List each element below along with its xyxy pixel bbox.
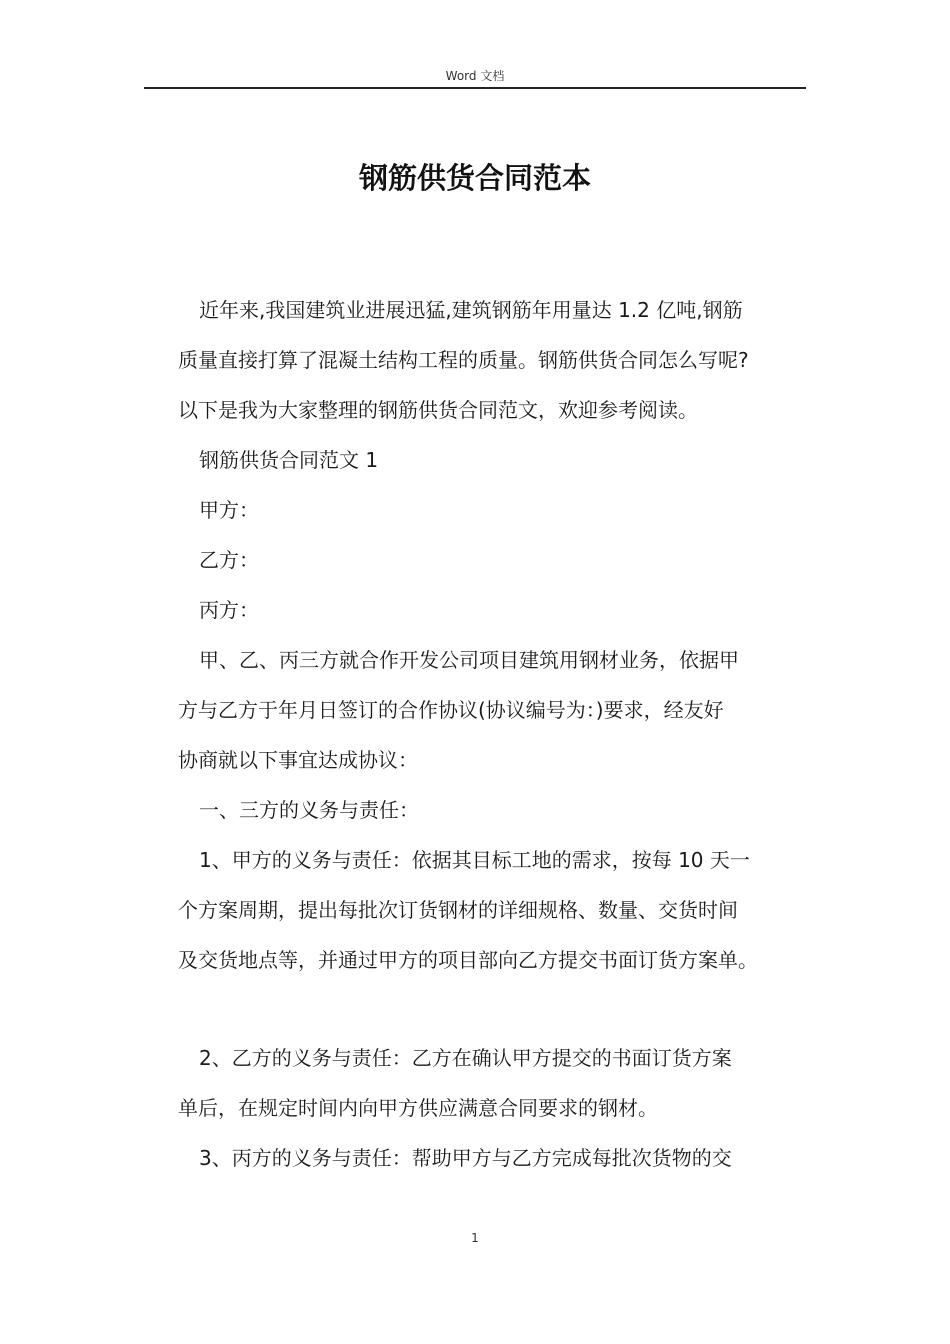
body-line: 以下是我为大家整理的钢筋供货合同范文，欢迎参考阅读。	[178, 398, 698, 422]
body-line: 个方案周期，提出每批次订货钢材的详细规格、数量、交货时间	[178, 898, 738, 922]
body-line: 及交货地点等，并通过甲方的项目部向乙方提交书面订货方案单。	[178, 948, 758, 972]
page-header-label: Word 文档	[445, 69, 505, 83]
party-a-line: 甲方：	[199, 498, 259, 522]
party-c-line: 丙方：	[199, 598, 259, 622]
body-line: 协商就以下事宜达成协议：	[178, 748, 418, 772]
page-number: 1	[471, 1231, 479, 1245]
header-divider	[144, 87, 806, 89]
section-heading: 钢筋供货合同范文 1	[199, 448, 379, 472]
clause-heading: 一、三方的义务与责任：	[199, 798, 419, 822]
body-line: 单后，在规定时间内向甲方供应满意合同要求的钢材。	[178, 1096, 658, 1120]
body-line: 近年来,我国建筑业进展迅猛,建筑钢筋年用量达 1.2 亿吨,钢筋	[199, 298, 743, 322]
body-line: 方与乙方于年月日签订的合作协议(协议编号为：)要求，经友好	[178, 698, 724, 722]
body-line: 1、甲方的义务与责任：依据其目标工地的需求，按每 10 天一	[199, 848, 750, 872]
body-line: 3、丙方的义务与责任：帮助甲方与乙方完成每批次货物的交	[199, 1146, 732, 1170]
body-line: 2、乙方的义务与责任：乙方在确认甲方提交的书面订货方案	[199, 1046, 732, 1070]
body-line: 甲、乙、丙三方就合作开发公司项目建筑用钢材业务，依据甲	[199, 648, 739, 672]
party-b-line: 乙方：	[199, 548, 259, 572]
body-line: 质量直接打算了混凝土结构工程的质量。钢筋供货合同怎么写呢?	[178, 348, 749, 372]
document-title: 钢筋供货合同范本	[358, 161, 591, 195]
